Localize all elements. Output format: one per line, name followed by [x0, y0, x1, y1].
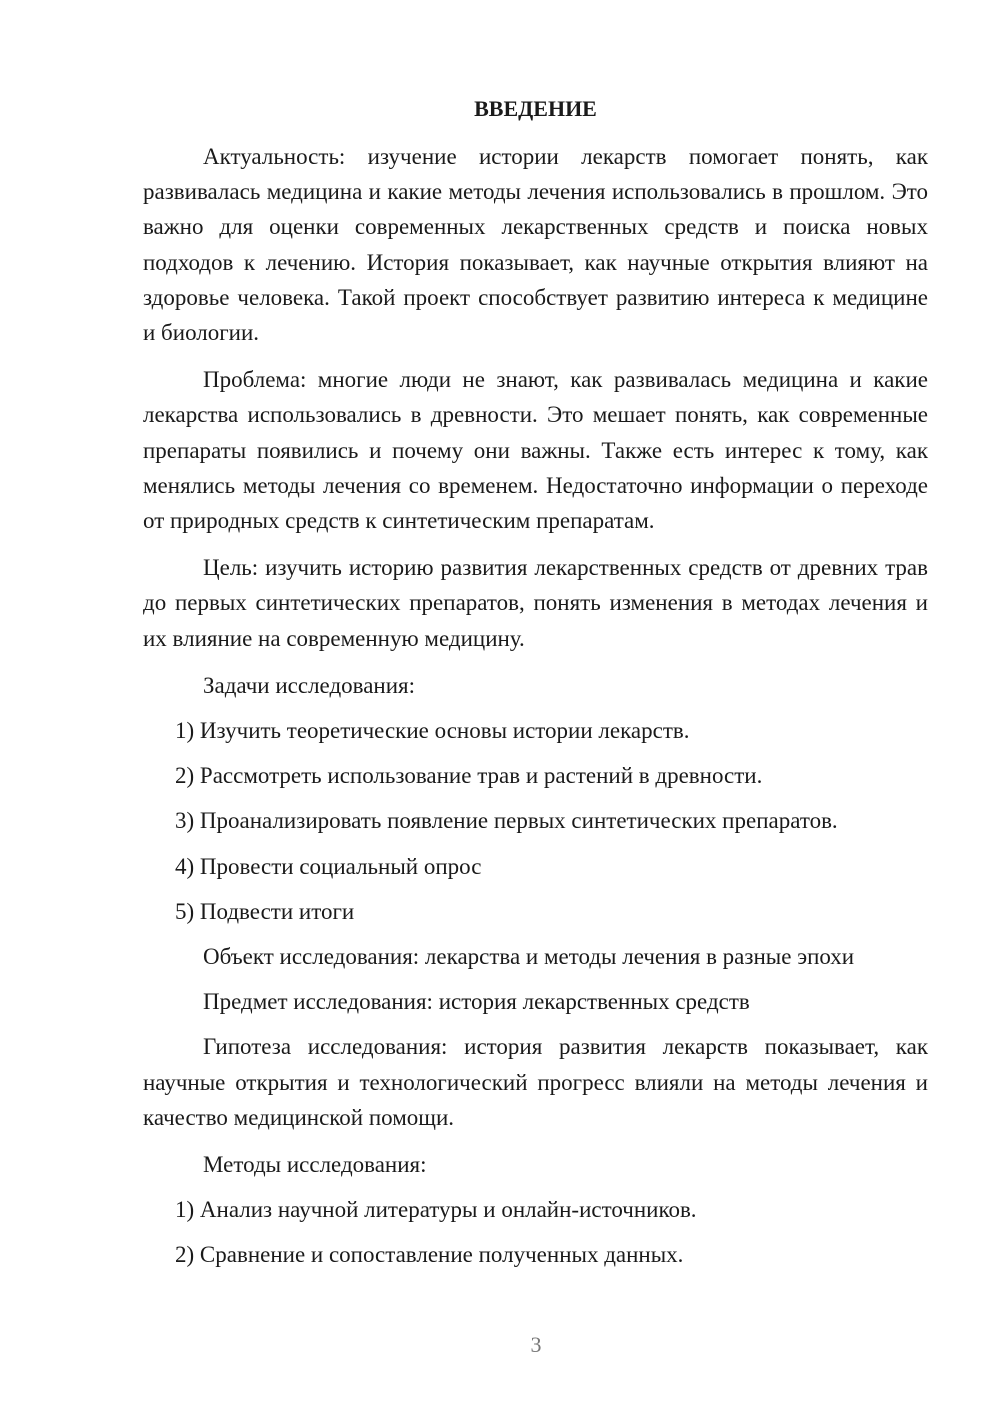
object-line: Объект исследования: лекарства и методы лечения в разные эпохи — [203, 944, 855, 970]
document-page — [143, 92, 928, 1283]
methods-heading: Методы исследования: — [203, 1152, 427, 1178]
hypothesis-paragraph: Гипотеза исследования: история развития лекарств показывает, как научные открытия и технологический прогресс влияли на методы лечения и качество медицинской помощи. — [143, 1034, 928, 1130]
task-item: 2) Рассмотреть использование трав и растений в древности. — [175, 763, 763, 789]
task-item: 4) Провести социальный опрос — [175, 853, 482, 879]
relevance-paragraph: Актуальность: изучение истории лекарств помогает понять, как развивалась медицина и какие методы лечения использовались в прошлом. Это важно для оценки современных лекарственных средств и поиска новых подходов к лечению. История показывает, как научные открытия влияют на здоровье человека. Такой проект способствует развитию интереса к медицине и биологии. — [143, 144, 928, 346]
method-item: 2) Сравнение и сопоставление полученных данных. — [175, 1242, 684, 1268]
page-number: 3 — [530, 1332, 542, 1357]
task-item: 3) Проанализировать появление первых синтетических препаратов. — [175, 808, 838, 834]
subject-line: Предмет исследования: история лекарственных средств — [203, 989, 750, 1015]
section-title: ВВЕДЕНИЕ — [474, 96, 597, 121]
task-item: 1) Изучить теоретические основы истории лекарств. — [175, 718, 690, 744]
method-item: 1) Анализ научной литературы и онлайн-источников. — [175, 1197, 697, 1223]
problem-paragraph: Проблема: многие люди не знают, как развивалась медицина и какие лекарства использовались в древности. Это мешает понять, как современные препараты появились и почему они важны. Также есть интерес к тому, как менялись методы лечения со временем. Недостаточно информации о переходе от природных средств к синтетическим препаратам. — [143, 367, 928, 534]
tasks-heading: Задачи исследования: — [203, 672, 416, 698]
task-item: 5) Подвести итоги — [175, 898, 355, 924]
goal-paragraph: Цель: изучить историю развития лекарственных средств от древних трав до первых синтетических препаратов, понять изменения в методах лечения и их влияние на современную медицину. — [143, 555, 928, 651]
